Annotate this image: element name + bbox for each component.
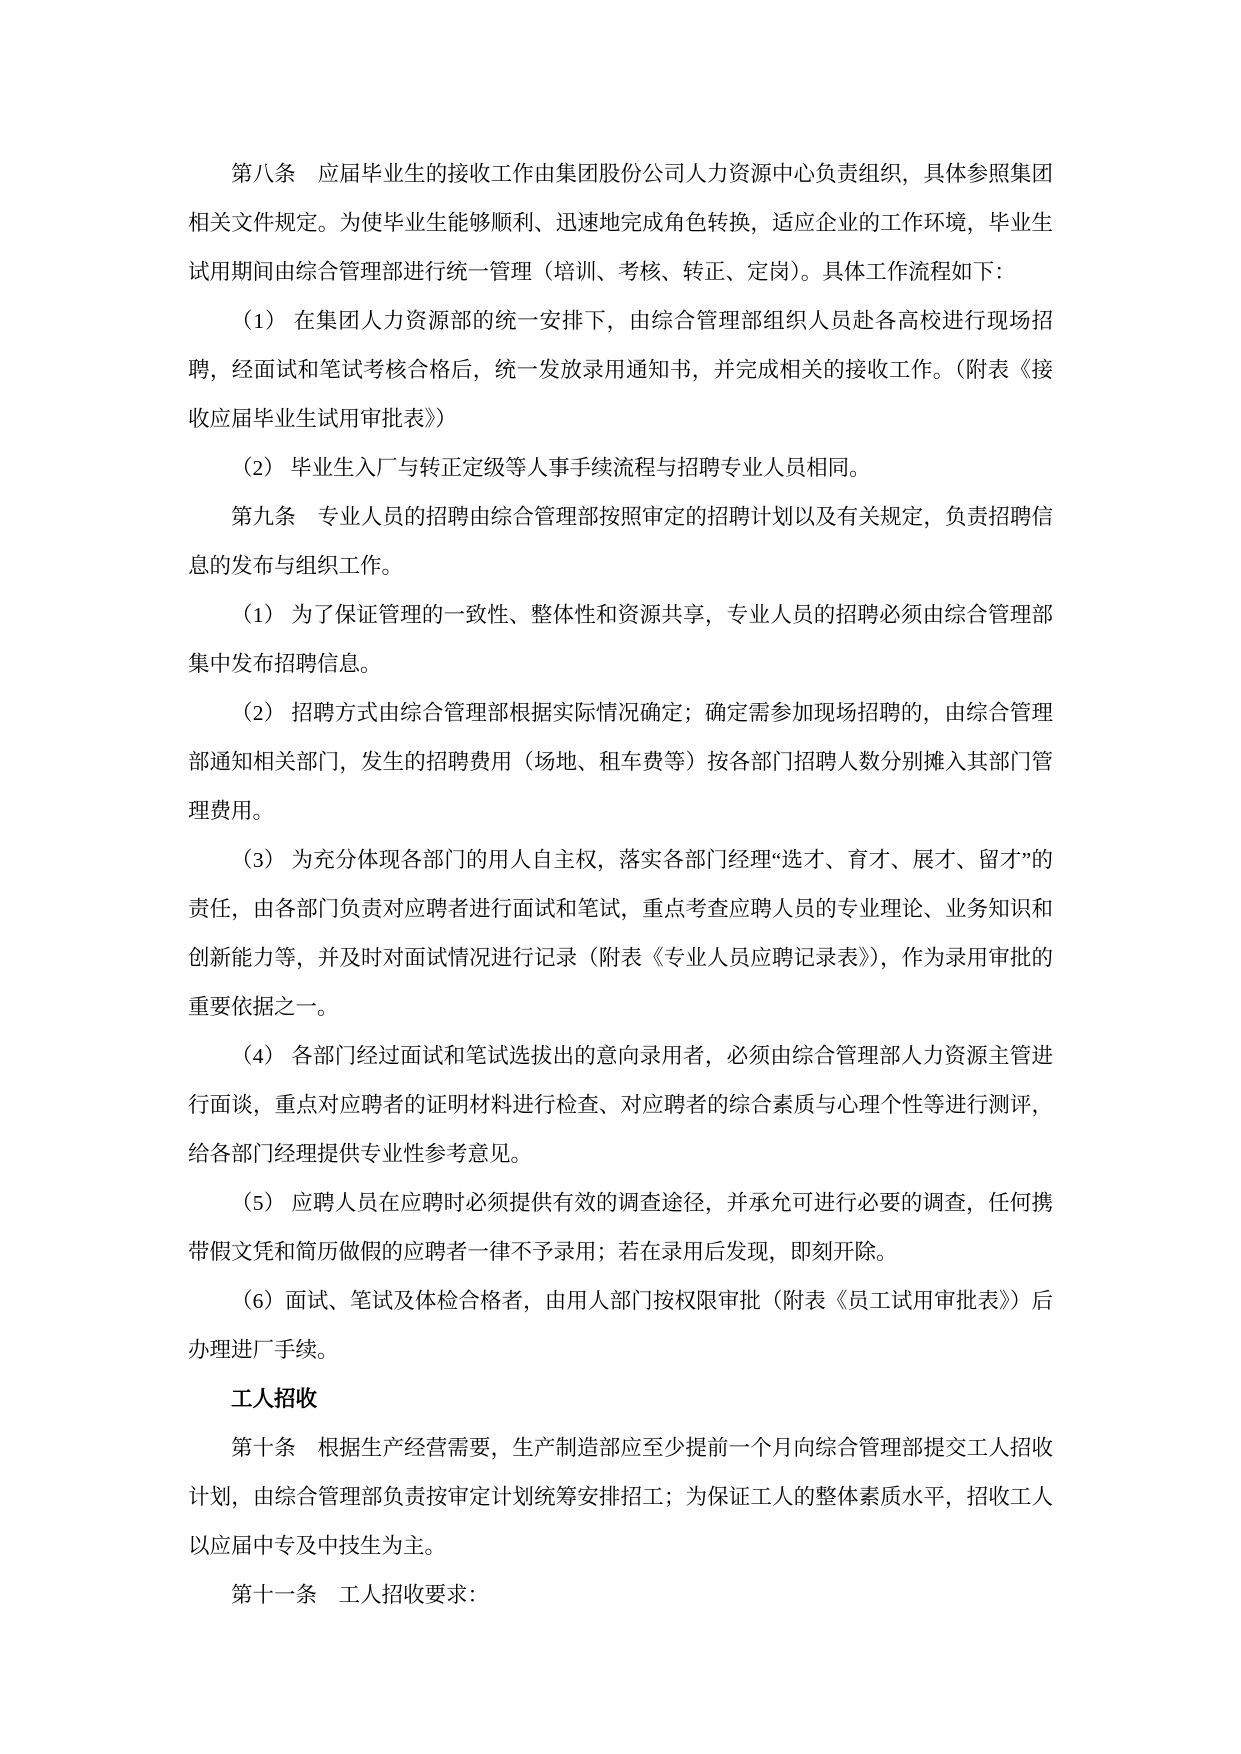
- document-body: [188, 150, 1053, 1620]
- paragraph: （2） 招聘方式由综合管理部根据实际情况确定；确定需参加现场招聘的，由综合管理部通知相关部门，发生的招聘费用（场地、租车费等）按各部门招聘人数分别摊入其部门管理费用。: [188, 701, 1053, 823]
- paragraph: （1） 为了保证管理的一致性、整体性和资源共享，专业人员的招聘必须由综合管理部集中发布招聘信息。: [188, 603, 1053, 676]
- paragraph: （1） 在集团人力资源部的统一安排下，由综合管理部组织人员赴各高校进行现场招聘，经面试和笔试考核合格后，统一发放录用通知书，并完成相关的接收工作。（附表《接收应届毕业生试用审批表》）: [188, 309, 1053, 431]
- paragraph: （2） 毕业生入厂与转正定级等人事手续流程与招聘专业人员相同。: [231, 456, 871, 480]
- paragraph: （3） 为充分体现各部门的用人自主权，落实各部门经理“选才、育才、展才、留才”的责任，由各部门负责对应聘者进行面试和笔试，重点考查应聘人员的专业理论、业务知识和创新能力等，并及时对面试情况进行记录（附表《专业人员应聘记录表》），作为录用审批的重要依据之一。: [188, 848, 1053, 1019]
- paragraph: 第八条 应届毕业生的接收工作由集团股份公司人力资源中心负责组织，具体参照集团相关文件规定。为使毕业生能够顺利、迅速地完成角色转换，适应企业的工作环境，毕业生试用期间由综合管理部进行统一管理（培训、考核、转正、定岗）。具体工作流程如下：: [188, 162, 1053, 284]
- paragraph: （5） 应聘人员在应聘时必须提供有效的调查途径，并承允可进行必要的调查，任何携带假文凭和简历做假的应聘者一律不予录用；若在录用后发现，即刻开除。: [188, 1191, 1053, 1264]
- section-heading: 工人招收: [231, 1387, 318, 1411]
- paragraph: （4） 各部门经过面试和笔试选拔出的意向录用者，必须由综合管理部人力资源主管进行面谈，重点对应聘者的证明材料进行检查、对应聘者的综合素质与心理个性等进行测评，给各部门经理提供专业性参考意见。: [188, 1044, 1053, 1166]
- paragraph: （6）面试、笔试及体检合格者，由用人部门按权限审批（附表《员工试用审批表》）后办理进厂手续。: [188, 1289, 1053, 1362]
- paragraph: 第十一条 工人招收要求：: [231, 1583, 490, 1607]
- paragraph: 第十条 根据生产经营需要，生产制造部应至少提前一个月向综合管理部提交工人招收计划，由综合管理部负责按审定计划统筹安排招工；为保证工人的整体素质水平，招收工人以应届中专及中技生为主。: [188, 1436, 1053, 1558]
- paragraph: 第九条 专业人员的招聘由综合管理部按照审定的招聘计划以及有关规定，负责招聘信息的发布与组织工作。: [188, 505, 1053, 578]
